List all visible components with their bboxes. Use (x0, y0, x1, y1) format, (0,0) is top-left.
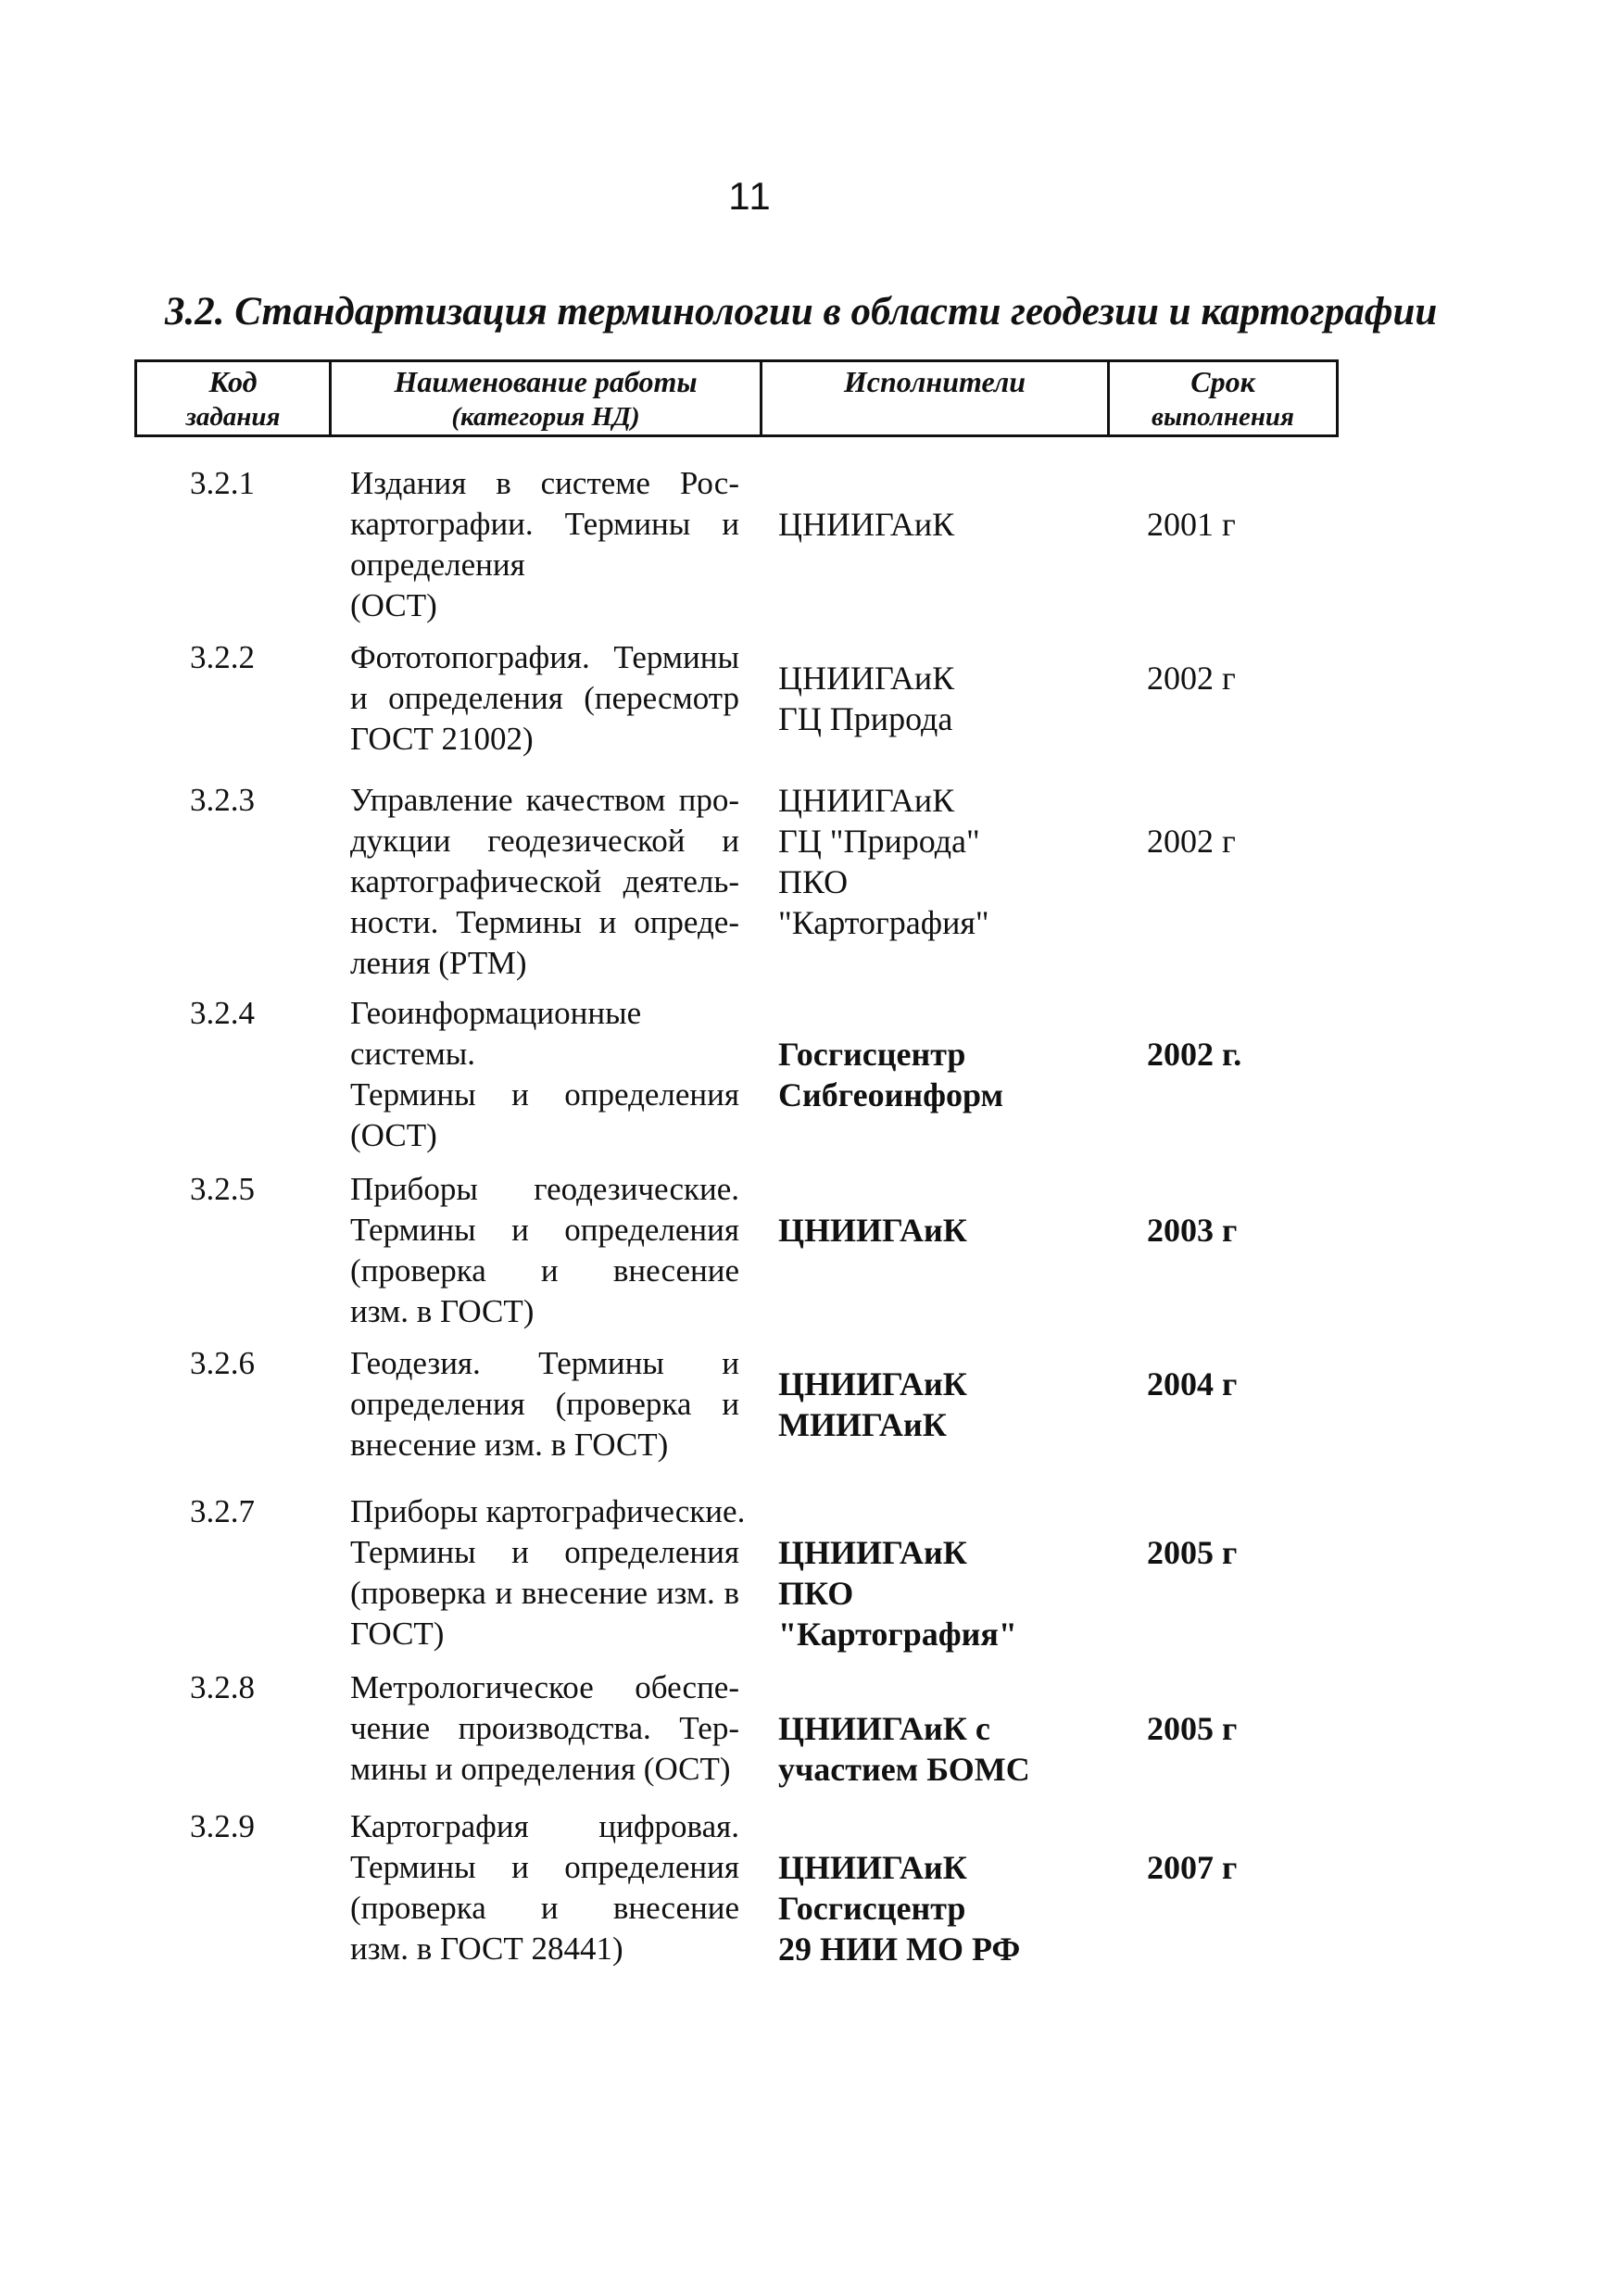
executor-line: участием БОМС (778, 1751, 1030, 1788)
work-name-line: Управление качеством про- (350, 782, 739, 818)
completion-term: 2003 г (1147, 1212, 1238, 1249)
executor-line: ГЦ Природа (778, 700, 953, 737)
executor-line: ЦНИИГАиК (778, 660, 955, 697)
task-code: 3.2.7 (190, 1493, 255, 1529)
work-name-line: Геодезия. Термины и (350, 1345, 739, 1381)
work-name-line: Термины и определения (350, 1076, 739, 1113)
executors (778, 1034, 1003, 1115)
header-code-line1: Код (208, 365, 258, 398)
executor-line: ГЦ "Природа" (778, 823, 980, 860)
work-name-line: Фототопография. Термины (350, 639, 739, 675)
task-code: 3.2.1 (190, 465, 255, 501)
work-name-line: изм. в ГОСТ) (350, 1293, 535, 1329)
header-executors-cell (762, 362, 1110, 434)
header-name-cell (332, 362, 762, 434)
executors (778, 1847, 1020, 1969)
work-name-line: (ОСТ) (350, 1117, 437, 1153)
executor-line: Госгисцентр (778, 1890, 966, 1927)
section-title: 3.2. Стандартизация терминологии в области геодезии и картографии (165, 290, 1438, 333)
work-name (350, 1169, 739, 1332)
work-name-line: Метрологическое обеспе- (350, 1669, 739, 1705)
completion-term: 2001 г (1147, 506, 1236, 543)
work-name-line: чение производства. Тер- (350, 1710, 739, 1746)
work-name-line: Термины и определения (350, 1849, 739, 1885)
completion-term: 2002 г. (1147, 1036, 1242, 1073)
executors (778, 1532, 1017, 1654)
executors (778, 1364, 967, 1445)
work-name-line: ления (РТМ) (350, 945, 527, 981)
work-name (350, 1806, 739, 1969)
executors (778, 504, 954, 545)
work-name-line: Картография цифровая. (350, 1808, 739, 1844)
executor-line: ПКО (778, 1575, 854, 1612)
header-code-line2: задания (185, 402, 281, 432)
executor-line: МИИГАиК (778, 1406, 947, 1443)
task-code: 3.2.5 (190, 1171, 255, 1207)
page-number: 11 (728, 174, 773, 218)
executors (778, 780, 989, 943)
executor-line: "Картография" (778, 1616, 1017, 1653)
header-term-line2: выполнения (1151, 402, 1294, 432)
header-executors-label: Исполнители (843, 365, 1026, 398)
header-term-line1: Срок (1190, 365, 1255, 398)
work-name (350, 1667, 739, 1790)
work-name (350, 1491, 746, 1654)
work-name-line: ности. Термины и опреде- (350, 904, 739, 940)
executor-line: ЦНИИГАиК (778, 782, 955, 819)
work-name (350, 993, 739, 1156)
work-name-line: изм. в ГОСТ 28441) (350, 1931, 623, 1967)
work-name-line: Приборы геодезические. (350, 1171, 739, 1207)
task-code: 3.2.4 (190, 995, 255, 1031)
work-name-line: Геоинформационные (350, 995, 642, 1031)
executor-line: "Картография" (778, 904, 989, 941)
work-name-line: и определения (пересмотр (350, 680, 739, 716)
work-name-line: ГОСТ 21002) (350, 721, 534, 757)
work-name-line: Приборы картографические. (350, 1493, 746, 1529)
executor-line: ЦНИИГАиК (778, 1365, 967, 1402)
executor-line: ЦНИИГАиК (778, 1534, 967, 1571)
header-term-cell (1110, 362, 1336, 434)
work-name-line: дукции геодезической и (350, 823, 739, 859)
header-code-cell (137, 362, 332, 434)
executor-line: ЦНИИГАиК (778, 1212, 967, 1249)
executor-line: ЦНИИГАиК с (778, 1710, 990, 1747)
task-code: 3.2.8 (190, 1669, 255, 1705)
work-name (350, 463, 739, 626)
executors (778, 1708, 1030, 1790)
completion-term: 2002 г (1147, 660, 1236, 697)
task-code: 3.2.6 (190, 1345, 255, 1381)
work-name-line: (проверка и внесение (350, 1252, 739, 1289)
completion-term: 2002 г (1147, 823, 1236, 860)
work-name-line: системы. (350, 1036, 476, 1072)
executor-line: 29 НИИ МО РФ (778, 1931, 1021, 1968)
work-name-line: определения (проверка и (350, 1386, 739, 1422)
work-name-line: мины и определения (ОСТ) (350, 1751, 731, 1787)
task-code: 3.2.2 (190, 639, 255, 675)
completion-term: 2004 г (1147, 1365, 1238, 1402)
work-name-line: Термины и определения (350, 1212, 739, 1248)
executors (778, 658, 954, 739)
work-name-line: Термины и определения (350, 1534, 739, 1570)
completion-term: 2005 г (1147, 1710, 1238, 1747)
work-name-line: (ОСТ) (350, 587, 437, 623)
executor-line: ЦНИИГАиК (778, 506, 955, 543)
completion-term: 2007 г (1147, 1849, 1238, 1886)
header-name-line2: (категория НД) (451, 402, 640, 432)
work-name-line: картографии. Термины и (350, 506, 739, 542)
work-name-line: внесение изм. в ГОСТ) (350, 1427, 669, 1463)
work-name (350, 780, 739, 984)
executor-line: Госгисцентр (778, 1036, 966, 1073)
table-header (134, 359, 1339, 437)
work-name-line: картографической деятель- (350, 863, 739, 899)
work-name-line: определения (350, 547, 525, 583)
completion-term: 2005 г (1147, 1534, 1238, 1571)
executor-line: ПКО (778, 863, 849, 900)
task-code: 3.2.3 (190, 782, 255, 818)
header-name-line1: Наименование работы (394, 365, 698, 398)
executor-line: Сибгеоинформ (778, 1076, 1003, 1113)
work-name-line: (проверка и внесение изм. в (350, 1575, 739, 1611)
executors (778, 1210, 967, 1251)
work-name (350, 637, 739, 760)
work-name-line: ГОСТ) (350, 1616, 445, 1652)
work-name (350, 1343, 739, 1465)
task-code: 3.2.9 (190, 1808, 255, 1844)
work-name-line: Издания в системе Рос- (350, 465, 739, 501)
work-name-line: (проверка и внесение (350, 1890, 739, 1926)
executor-line: ЦНИИГАиК (778, 1849, 967, 1886)
